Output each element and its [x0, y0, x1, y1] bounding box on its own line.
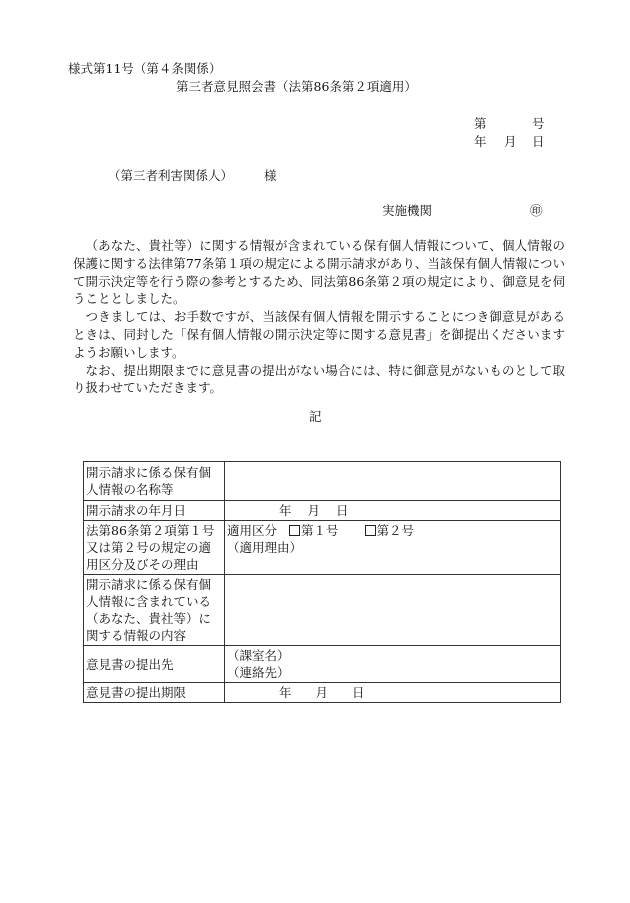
- year-label: 年: [474, 134, 487, 149]
- reference-gou: 号: [532, 116, 545, 131]
- row-value: [225, 575, 561, 646]
- month-label: 月: [307, 503, 321, 518]
- checkbox-option-2[interactable]: [365, 525, 376, 536]
- row-label: 開示請求に係る保有個人情報の名称等: [84, 462, 225, 501]
- body-paragraph-1: （あなた、貴社等）に関する情報が含まれている保有個人情報について、個人情報の保護に関する法律第77条第１項の規定による開示請求があり、当該保有個人情報について開示決定等を行う際の参考とするため、同法第86条第２項の規定により、御意見を伺うこととしました。: [73, 238, 565, 307]
- reference-dai: 第: [474, 116, 487, 131]
- body-paragraph-2: つきましては、お手数ですが、当該保有個人情報を開示することにつき御意見があるときは、同封した「保有個人情報の開示決定等に関する意見書」を御提出くださいますようお願いします。: [73, 309, 565, 360]
- body-text: [73, 237, 565, 397]
- table-row: [84, 683, 561, 703]
- info-table: [83, 461, 561, 703]
- day-label: 日: [352, 685, 365, 700]
- year-label: 年: [279, 685, 292, 700]
- month-label: 月: [315, 685, 329, 700]
- table-row: [84, 575, 561, 646]
- seal-mark: ㊞: [530, 203, 543, 218]
- kubun-label: 適用区分: [227, 523, 278, 538]
- row-value: [225, 646, 561, 683]
- addressee-name: （第三者利害関係人）: [108, 168, 234, 183]
- row-label: 意見書の提出先: [84, 646, 225, 683]
- table-row: [84, 501, 561, 521]
- row-label: 開示請求の年月日: [84, 501, 225, 521]
- day-label: 日: [336, 503, 349, 518]
- row-value: [225, 462, 561, 501]
- table-row: [84, 646, 561, 683]
- row-value: [225, 683, 561, 703]
- sender-label: 実施機関: [382, 203, 433, 218]
- checkbox-option-1[interactable]: [289, 525, 300, 536]
- month-label: 月: [504, 134, 517, 149]
- row-label: 開示請求に係る保有個人情報に含まれている（あなた、貴社等）に関する情報の内容: [84, 575, 225, 646]
- document-title: 第三者意見照会書（法第86条第２項適用）: [176, 79, 417, 94]
- row-label: 法第86条第２項第１号又は第２号の規定の適用区分及びその理由: [84, 521, 225, 575]
- table-row: [84, 521, 561, 575]
- office-label: （課室名）: [227, 648, 290, 663]
- row-value: [225, 501, 561, 521]
- option-1-label: 第１号: [301, 523, 339, 538]
- body-paragraph-3: なお、提出期限までに意見書の提出がない場合には、特に御意見がないものとして取り扱わせていただきます。: [73, 362, 565, 396]
- contact-label: （連絡先）: [227, 665, 290, 680]
- ki-heading: 記: [309, 409, 322, 424]
- form-number: 様式第11号（第４条関係）: [68, 61, 222, 76]
- row-value: [225, 521, 561, 575]
- year-label: 年: [279, 503, 292, 518]
- table-row: [84, 462, 561, 501]
- addressee-honorific: 様: [264, 168, 277, 183]
- row-label: 意見書の提出期限: [84, 683, 225, 703]
- day-label: 日: [532, 134, 545, 149]
- reason-label: （適用理由）: [227, 540, 303, 555]
- option-2-label: 第２号: [376, 523, 415, 538]
